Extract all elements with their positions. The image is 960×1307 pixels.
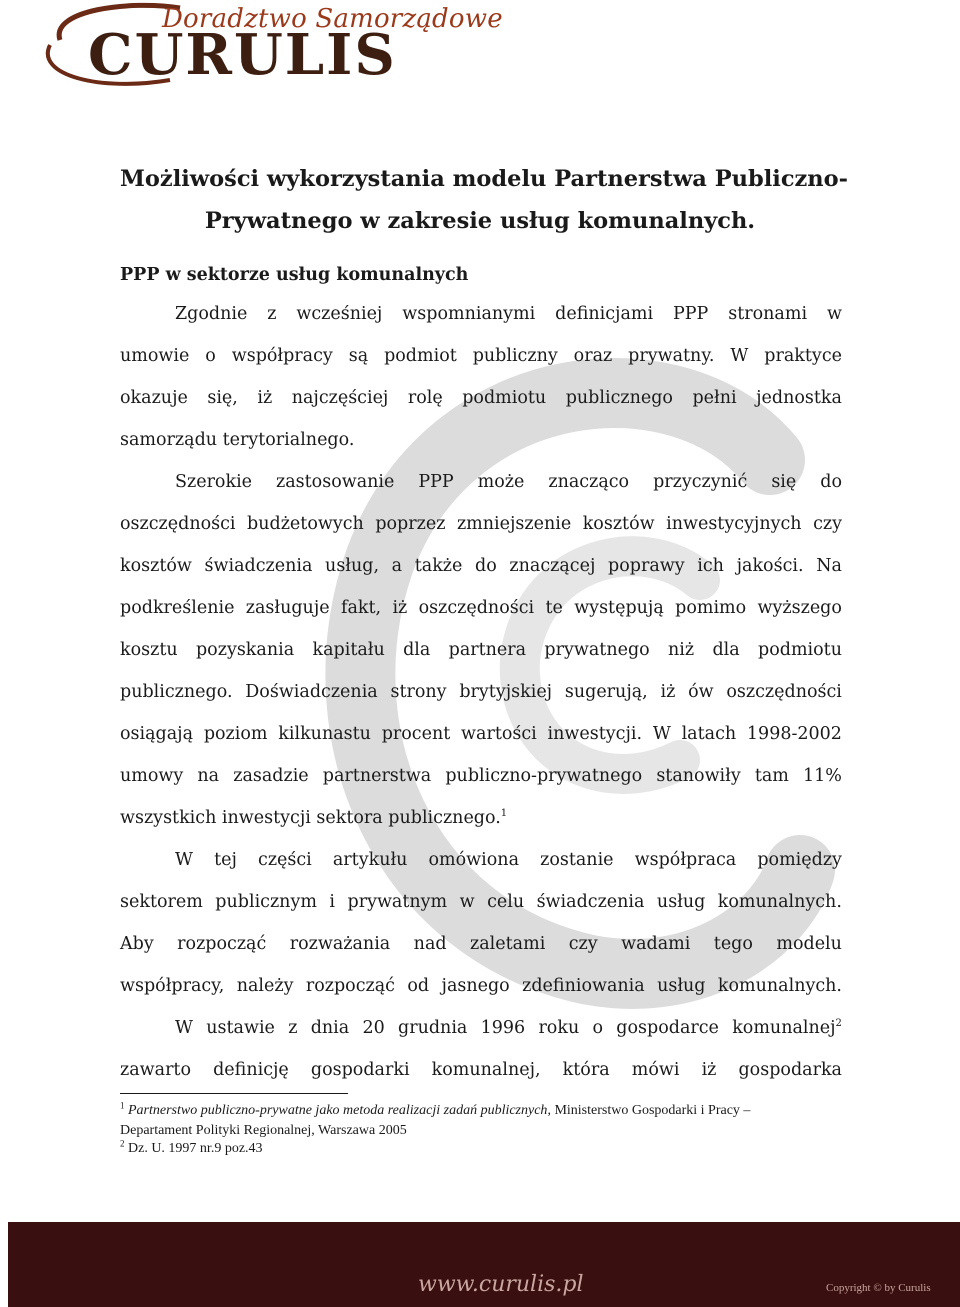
footnote-number: 1	[120, 1100, 125, 1111]
text-line: podkreślenie zasługuje fakt, iż oszczędności te występują pomimo wyższego	[120, 598, 842, 618]
text-line: Szerokie zastosowanie PPP może znacząco przyczynić się do	[175, 472, 842, 492]
text-line: sektorem publicznym i prywatnym w celu świadczenia usług komunalnych.	[120, 892, 842, 912]
footnote-1-rest: , Ministerstwo Gospodarki i Pracy –	[547, 1103, 751, 1118]
text-line: współpracy, należy rozpocząć od jasnego zdefiniowania usług komunalnych.	[120, 976, 842, 996]
section-heading: PPP w sektorze usług komunalnych	[120, 265, 469, 285]
footnote-divider	[120, 1093, 348, 1094]
text-line: kosztu pozyskania kapitału dla partnera prywatnego niż dla podmiotu	[120, 640, 842, 660]
text-line: okazuje się, iż najczęściej rolę podmiotu publicznego pełni jednostka	[120, 388, 842, 408]
text-line: umowy na zasadzie partnerstwa publiczno-prywatnego stanowiły tam 11%	[120, 766, 842, 786]
text-line: kosztów świadczenia usług, a także do znaczącej poprawy ich jakości. Na	[120, 556, 842, 576]
text-line-with-ref: W ustawie z dnia 20 grudnia 1996 roku o gospodarce komunalnej$^2$	[175, 1018, 842, 1038]
footnote-ref[interactable]: 1	[500, 808, 508, 820]
text-line: zawarto definicję gospodarki komunalnej, która mówi iż gospodarka	[120, 1060, 842, 1080]
text-line: publicznego. Doświadczenia strony brytyjskiej sugerują, iż ów oszczędności	[120, 682, 842, 702]
text-line: osiągają poziom kilkunastu procent wartości inwestycji. W latach 1998-2002	[120, 724, 842, 744]
text-line: oszczędności budżetowych poprzez zmniejszenie kosztów inwestycyjnych czy	[120, 514, 842, 534]
footnote-1	[120, 1102, 842, 1119]
footnote-1-title: Partnerstwo publiczno-prywatne jako metoda realizacji zadań publicznych	[128, 1103, 548, 1118]
text-line: umowie o współpracy są podmiot publiczny oraz prywatny. W praktyce	[120, 346, 842, 366]
text-line: wszystkich inwestycji sektora publicznego.	[120, 808, 501, 828]
text-line-with-ref	[120, 806, 842, 830]
footer-copyright: Copyright © by Curulis	[826, 1282, 931, 1294]
logo-name: CURULIS	[88, 22, 397, 88]
footnote-number: 2	[120, 1138, 125, 1149]
text-line: Zgodnie z wcześniej wspomnianymi definicjami PPP stronami w	[175, 304, 842, 324]
document-title-line2: Prywatnego w zakresie usług komunalnych.	[204, 208, 756, 234]
text-line: Aby rozpocząć rozważania nad zaletami czy wadami tego modelu	[120, 934, 842, 954]
text-line: samorządu terytorialnego.	[120, 430, 355, 450]
footnote-1-line2: Departament Polityki Regionalnej, Warszawa 2005	[120, 1123, 407, 1138]
footnote-ref[interactable]: 2	[835, 1018, 842, 1030]
footnote-2	[120, 1140, 842, 1157]
footnote-2-text: Dz. U. 1997 nr.9 poz.43	[124, 1141, 263, 1156]
page-footer	[8, 1222, 960, 1307]
footer-website-link[interactable]: www.curulis.pl	[418, 1272, 584, 1297]
logo-subtitle: Doradztwo Samorządowe	[162, 4, 503, 34]
curulis-logo	[20, 0, 503, 90]
document-title-line1: Możliwości wykorzystania modelu Partnerstwa Publiczno-	[120, 166, 849, 192]
text-line: W tej części artykułu omówiona zostanie współpraca pomiędzy	[175, 850, 842, 870]
